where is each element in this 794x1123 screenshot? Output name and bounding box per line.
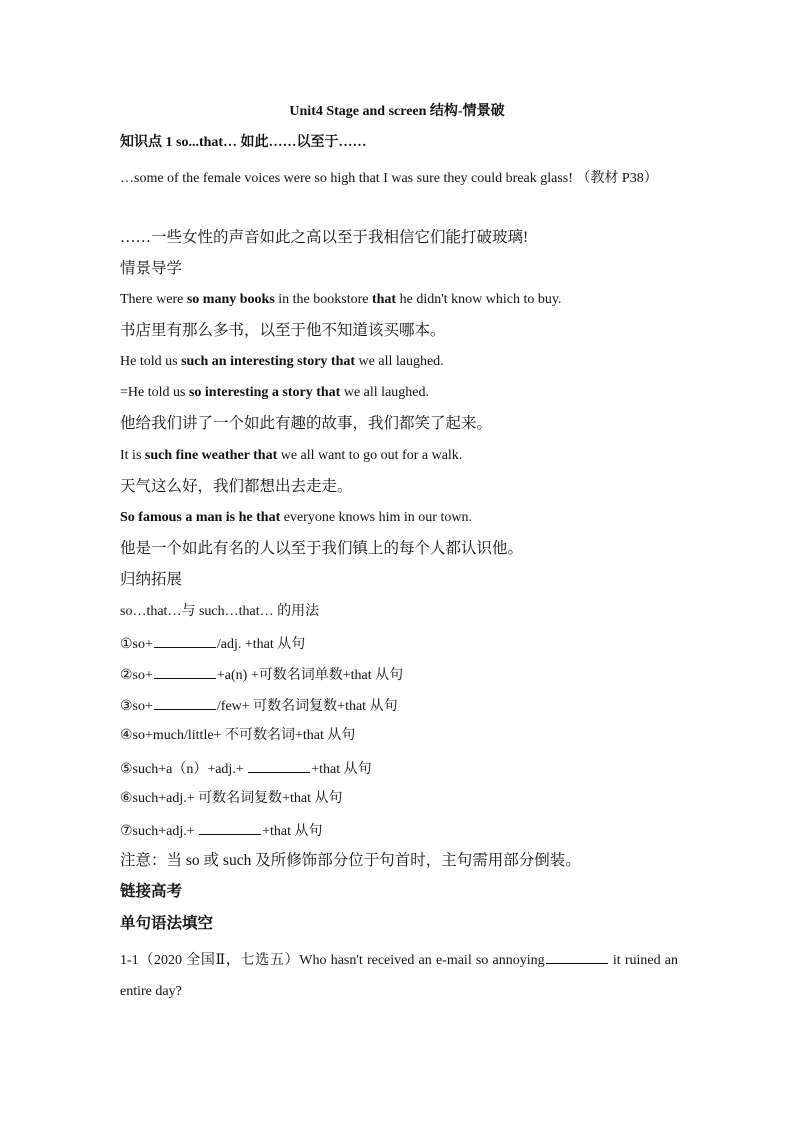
answer-blank[interactable] (154, 664, 216, 679)
example-translation-5: 他是一个如此有名的人以至于我们镇上的每个人都认识他。 (120, 540, 524, 557)
exercise-heading: 单句语法填空 (120, 915, 214, 932)
exercise-question-1: 1-1（2020 全国Ⅱ，七选五）Who hasn't received an e-mail so annoying it ruined an entire day? (120, 945, 678, 1007)
gaokao-heading: 链接高考 (120, 883, 183, 900)
example-translation-3: 他给我们讲了一个如此有趣的故事，我们都笑了起来。 (120, 415, 493, 432)
rule-3: ③so+ /few+ 可数名词复数+that 从句 (120, 695, 678, 717)
scene-heading: 情景导学 (120, 260, 183, 277)
answer-blank[interactable] (199, 820, 261, 835)
example-sentence-1: There were so many books in the bookstore that he didn't know which to buy. (120, 292, 562, 307)
rule-6: ⑥such+adj.+ 可数名词复数+that 从句 (120, 791, 343, 806)
answer-blank[interactable] (546, 949, 608, 964)
example-sentence-4: It is such fine weather that we all want to go out for a walk. (120, 448, 463, 463)
rule-5: ⑤such+a（n）+adj.+ +that 从句 (120, 758, 678, 780)
example-translation-4: 天气这么好，我们都想出去走走。 (120, 478, 353, 495)
usage-heading: so…that…与 such…that… 的用法 (120, 604, 320, 619)
textbook-quote-translation: ……一些女性的声音如此之高以至于我相信它们能打破玻璃! (120, 229, 529, 246)
example-sentence-2: He told us such an interesting story that we all laughed. (120, 354, 444, 369)
answer-blank[interactable] (248, 758, 310, 773)
example-translation-1: 书店里有那么多书，以至于他不知道该买哪本。 (120, 322, 446, 339)
answer-blank[interactable] (154, 633, 216, 648)
rule-7: ⑦such+adj.+ +that 从句 (120, 820, 678, 842)
document-title: Unit4 Stage and screen 结构-情景破 (289, 104, 505, 119)
example-sentence-3: =He told us so interesting a story that we all laughed. (120, 385, 429, 400)
knowledge-point-heading: 知识点 1 so...that… 如此……以至于…… (120, 135, 367, 150)
textbook-quote: …some of the female voices were so high that I was sure they could break glass! （教材 P38） (120, 171, 658, 186)
answer-blank[interactable] (154, 695, 216, 710)
rule-1: ①so+ /adj. +that 从句 (120, 633, 678, 655)
summary-heading: 归纳拓展 (120, 571, 183, 588)
inversion-note: 注意：当 so 或 such 及所修饰部分位于句首时，主句需用部分倒装。 (120, 852, 581, 869)
example-sentence-5: So famous a man is he that everyone knows him in our town. (120, 510, 472, 525)
rule-2: ②so+ +a(n) +可数名词单数+that 从句 (120, 664, 678, 686)
rule-4: ④so+much/little+ 不可数名词+that 从句 (120, 728, 356, 743)
